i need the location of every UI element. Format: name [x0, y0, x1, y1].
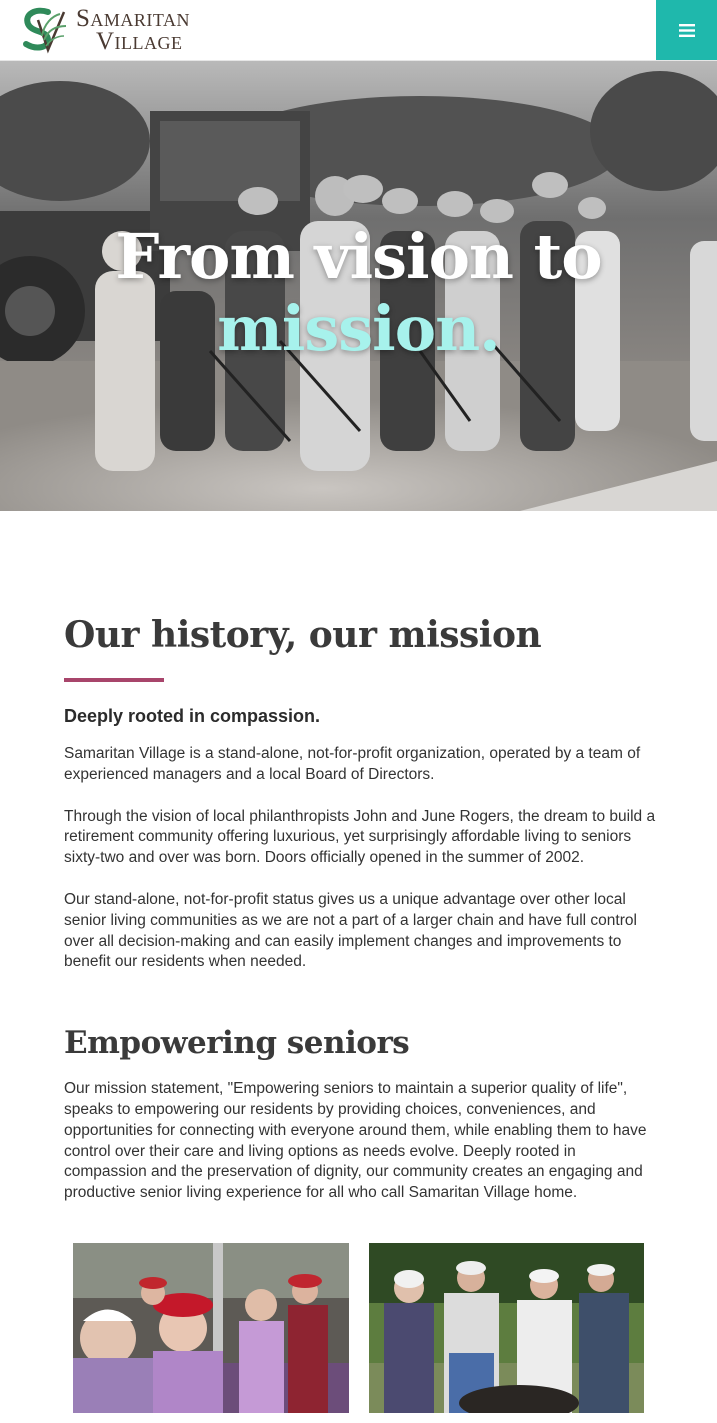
mission-paragraph: Our mission statement, "Empowering seniors to maintain a superior quality of life", speaks to empowering our residents by providing choices, conveniences, and opportunities for connecting with everyone around them, while enabling them to have control over their care and living options as needs evolve. Deeply rooted in compassion and the preservation of dignity, our community creates an engaging and productive senior living experience for all who call Samaritan Village home.: [64, 1080, 647, 1202]
residents-bus-photo: [73, 1243, 349, 1413]
hero-title: [0, 221, 717, 365]
history-subheading: Deeply rooted in compassion.: [64, 706, 321, 726]
mission-heading: Empowering seniors: [64, 1025, 410, 1062]
main-content: [64, 610, 660, 1204]
history-paragraph-1: Samaritan Village is a stand-alone, not-for-profit organization, operated by a team of experienced managers and a local Board of Directors.: [64, 745, 641, 783]
history-paragraph-2: Through the vision of local philanthropists John and June Rogers, the dream to build a retirement community offering luxurious, yet surprisingly affordable living to seniors sixty-two and over was born. Doors officially opened in the summer of 2002.: [64, 807, 656, 867]
history-heading: Our history, our mission: [64, 614, 542, 656]
accent-divider: [64, 678, 164, 682]
residents-bus-image: [73, 1243, 349, 1413]
site-header: [0, 0, 717, 61]
hero-title-line-1: From vision to: [115, 220, 602, 293]
residents-outdoor-photo: [369, 1243, 644, 1413]
logo-wordmark: [76, 7, 190, 53]
logo-line-1: Samaritan: [76, 5, 190, 32]
site-logo[interactable]: [18, 5, 190, 55]
history-paragraph-3: Our stand-alone, not-for-profit status gives us a unique advantage over other local senior living communities as we are not a part of a larger chain and have full control over all decision-making and can easily implement changes and improvements to benefit our residents when needed.: [64, 890, 637, 971]
samaritan-village-logo-icon: [18, 6, 70, 54]
hero-title-line-2: mission.: [217, 292, 500, 365]
logo-line-2: Village: [96, 28, 183, 55]
hamburger-menu-icon: [679, 24, 695, 37]
hero-banner: [0, 61, 717, 511]
residents-outdoor-image: [369, 1243, 644, 1413]
menu-button[interactable]: [656, 0, 717, 60]
